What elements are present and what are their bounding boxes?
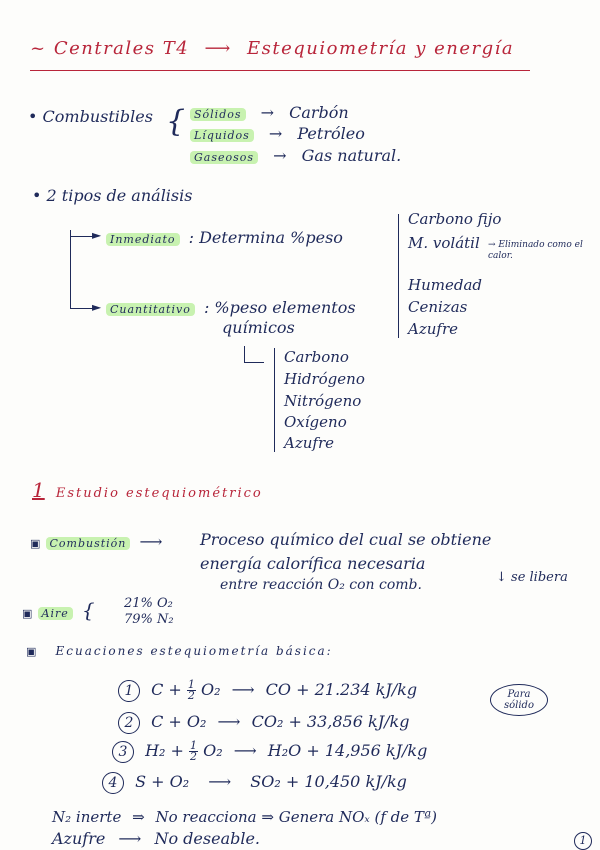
equation-left: C + O₂	[151, 712, 207, 731]
element-nitrogeno: Nitrógeno	[284, 392, 362, 410]
aire-line-n2: 79% N₂	[124, 612, 174, 627]
note-row	[52, 829, 260, 848]
equation-arrow: ⟶	[233, 741, 257, 760]
equation-left: H₂ +	[145, 741, 184, 760]
elements-bracket	[274, 348, 275, 452]
arrow: →	[268, 124, 283, 143]
combustion-side-note: ↓ se libera	[496, 570, 568, 585]
equation-fraction	[187, 680, 196, 701]
fraction-denominator: 2	[190, 750, 198, 763]
combustibles-row-solidos	[190, 103, 349, 122]
ecuaciones-title: Ecuaciones estequiometría básica:	[55, 644, 333, 658]
equation-left: C +	[151, 680, 182, 699]
combustion-label: Combustión	[46, 537, 131, 550]
result-label: Petróleo	[297, 124, 365, 143]
fraction-denominator: 2	[187, 689, 195, 702]
equation-right: CO + 21.234 kJ/kg	[265, 680, 418, 699]
aire-line-o2: 21% O₂	[124, 596, 173, 611]
inmediato-label: Inmediato	[106, 233, 180, 246]
state-label: Gaseosos	[190, 151, 258, 164]
title-prefix: ~	[30, 38, 54, 59]
equation-fraction	[189, 741, 198, 762]
equation-number: 1	[118, 680, 140, 702]
aire-row	[22, 598, 95, 622]
section-heading	[32, 478, 263, 502]
elements-tree-vline	[244, 346, 245, 362]
equation-arrow: ⟶	[208, 772, 232, 791]
aire-label: Aire	[38, 607, 73, 620]
title-right: Estequiometría y energía	[247, 38, 515, 59]
section-number: 1	[32, 478, 45, 502]
combustibles-label: • Combustibles	[28, 107, 153, 126]
cuantitativo-text: : %peso elementos	[203, 298, 356, 317]
inmediato-row	[106, 228, 343, 247]
note-subject: N₂ inerte	[52, 808, 122, 826]
page-number	[574, 832, 592, 850]
combustion-text-3: entre reacción O₂ con comb.	[220, 577, 422, 593]
inmediato-text: : Determina %peso	[188, 228, 343, 247]
arrow: →	[273, 146, 287, 165]
equation-left-b: O₂	[201, 680, 221, 699]
analisis-tree-vline	[70, 230, 71, 308]
equation-row	[118, 712, 409, 734]
equation-left-b: O₂	[203, 741, 223, 760]
combustibles-row-gaseosos	[190, 146, 401, 165]
fraction-numerator: 1	[187, 678, 195, 691]
combustibles-row-liquidos	[190, 124, 365, 143]
cuantitativo-row	[106, 298, 356, 317]
element-carbono: Carbono	[284, 348, 349, 366]
equation-number: 3	[112, 741, 134, 763]
fraction-numerator: 1	[190, 739, 198, 752]
combustion-bullet: ▣	[30, 537, 41, 550]
element-hidrogeno: Hidrógeno	[284, 370, 365, 388]
note-row	[52, 808, 437, 826]
page-title	[30, 38, 514, 59]
aire-brace: {	[81, 598, 95, 622]
ecuaciones-bullet: ▣	[26, 645, 37, 658]
note-arrow: ⇒	[132, 808, 145, 826]
result-label: Gas natural.	[301, 146, 402, 165]
combustion-arrow: ⟶	[139, 532, 163, 551]
note-subject: Azufre	[52, 829, 106, 848]
state-label: Sólidos	[190, 108, 246, 121]
inmediato-item-carbono: Carbono fijo	[408, 210, 502, 228]
inmediato-item-cenizas: Cenizas	[408, 298, 468, 316]
combustion-text-1: Proceso químico del cual se obtiene	[200, 530, 492, 549]
equation-number: 4	[102, 772, 124, 794]
ecuaciones-row	[26, 640, 333, 659]
equation-arrow: ⟶	[217, 712, 241, 731]
cuantitativo-label: Cuantitativo	[106, 303, 195, 316]
equation-row	[112, 741, 427, 763]
equation-right: CO₂ + 33,856 kJ/kg	[251, 712, 410, 731]
element-oxigeno: Oxígeno	[284, 413, 347, 431]
equation-right: H₂O + 14,956 kJ/kg	[267, 741, 428, 760]
note-text: No reacciona ⇒ Genera NOₓ (f de Tª)	[155, 808, 437, 826]
cuantitativo-text2: químicos	[222, 318, 295, 337]
volatil-note: → Eliminado como el calor.	[488, 240, 583, 261]
result-label: Carbón	[289, 103, 349, 122]
equation-left: S + O₂	[135, 772, 190, 791]
equation-row	[102, 772, 407, 794]
combustion-text-2: energía calorífica necesaria	[200, 554, 426, 573]
inmediato-item-volatil: M. volátil	[408, 234, 480, 252]
title-arrow: ⟶	[204, 38, 232, 59]
title-left: Centrales T4	[53, 38, 190, 59]
elements-tree-hline	[244, 362, 264, 363]
arrow-head: ►	[92, 228, 102, 242]
state-label: Líquidos	[190, 129, 254, 142]
inmediato-item-azufre: Azufre	[408, 320, 458, 338]
note-arrow: ⟶	[118, 829, 142, 848]
title-underline	[30, 70, 530, 71]
page-number-text: 1	[579, 834, 587, 847]
section-title: Estudio estequiométrico	[55, 486, 263, 501]
inmediato-item-humedad: Humedad	[408, 276, 482, 294]
para-solido-note: Para sólido	[490, 684, 548, 716]
combustibles-brace: {	[166, 104, 186, 139]
combustion-row	[30, 532, 162, 551]
inmediato-list-bracket	[398, 214, 399, 338]
analisis-heading: • 2 tipos de análisis	[32, 186, 193, 205]
arrow: →	[260, 103, 275, 122]
equation-number: 2	[118, 712, 140, 734]
arrow-head: ►	[92, 300, 102, 314]
note-text: No deseable.	[154, 829, 261, 848]
equation-right: SO₂ + 10,450 kJ/kg	[250, 772, 407, 791]
element-azufre: Azufre	[284, 434, 334, 452]
aire-bullet: ▣	[22, 607, 33, 620]
equation-arrow: ⟶	[231, 680, 255, 699]
equation-row	[118, 680, 417, 702]
